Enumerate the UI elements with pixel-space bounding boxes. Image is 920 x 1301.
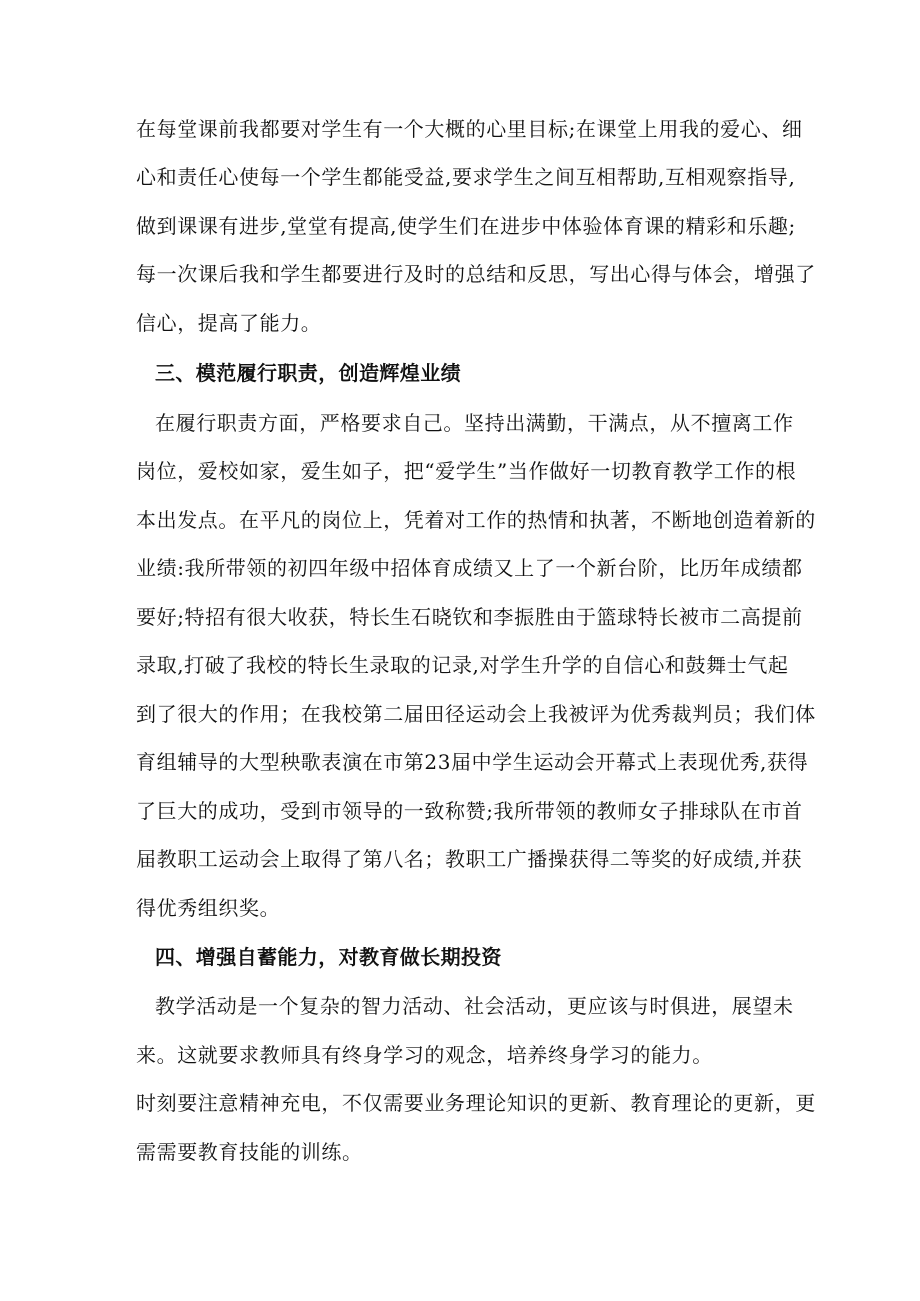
- paragraph-line: 在每堂课前我都要对学生有一个大概的心里目标;在课堂上用我的爱心、细: [136, 117, 803, 141]
- paragraph-line: 信心，提高了能力。: [136, 311, 322, 335]
- paragraph-line: 录取,打破了我校的特长生录取的记录,对学生升学的自信心和鼓舞士气起: [136, 653, 789, 677]
- paragraph-line: 届教职工运动会上取得了第八名；教职工广播操获得二等奖的好成绩,并获: [136, 847, 803, 871]
- paragraph-line: 在履行职责方面，严格要求自己。坚持出满勤，干满点，从不擅离工作: [155, 411, 794, 435]
- paragraph-line: 岗位，爱校如家，爱生如子，把“爱学生”当作做好一切教育教学工作的根: [136, 459, 797, 483]
- paragraph-line: 育组辅导的大型秧歌表演在市第23届中学生运动会开幕式上表现优秀,获得: [136, 750, 809, 774]
- paragraph-line: 每一次课后我和学生都要进行及时的总结和反思，写出心得与体会，增强了: [136, 262, 816, 286]
- paragraph-line: 到了很大的作用；在我校第二届田径运动会上我被评为优秀裁判员；我们体: [136, 702, 816, 726]
- paragraph-line: 时刻要注意精神充电，不仅需要业务理论知识的更新、教育理论的更新，更: [136, 1091, 816, 1115]
- paragraph-line: 了巨大的成功，受到市领导的一致称赞;我所带领的教师女子排球队在市首: [136, 799, 803, 823]
- paragraph-line: 心和责任心使每一个学生都能受益,要求学生之间互相帮助,互相观察指导,: [136, 165, 796, 189]
- paragraph-line: 得优秀组织奖。: [136, 896, 281, 920]
- paragraph-line: 要好;特招有很大收获，特长生石晓钦和李振胜由于篮球特长被市二高提前: [136, 605, 803, 629]
- paragraph-line: 业绩:我所带领的初四年级中招体育成绩又上了一个新台阶，比历年成绩都: [136, 556, 803, 580]
- paragraph-line: 做到课课有进步,堂堂有提高,使学生们在进步中体验体育课的精彩和乐趣;: [136, 214, 796, 238]
- paragraph-line: 来。这就要求教师具有终身学习的观念，培养终身学习的能力。: [136, 1043, 713, 1067]
- paragraph-line: 教学活动是一个复杂的智力活动、社会活动，更应该与时俱进，展望未: [155, 994, 794, 1018]
- section-heading: 四、增强自蓄能力，对教育做长期投资: [155, 945, 502, 969]
- paragraph-line: 本出发点。在平凡的岗位上，凭着对工作的热情和执著，不断地创造着新的: [136, 508, 816, 532]
- paragraph-line: 需需要教育技能的训练。: [136, 1140, 363, 1164]
- section-heading: 三、模范履行职责，创造辉煌业绩: [155, 361, 461, 385]
